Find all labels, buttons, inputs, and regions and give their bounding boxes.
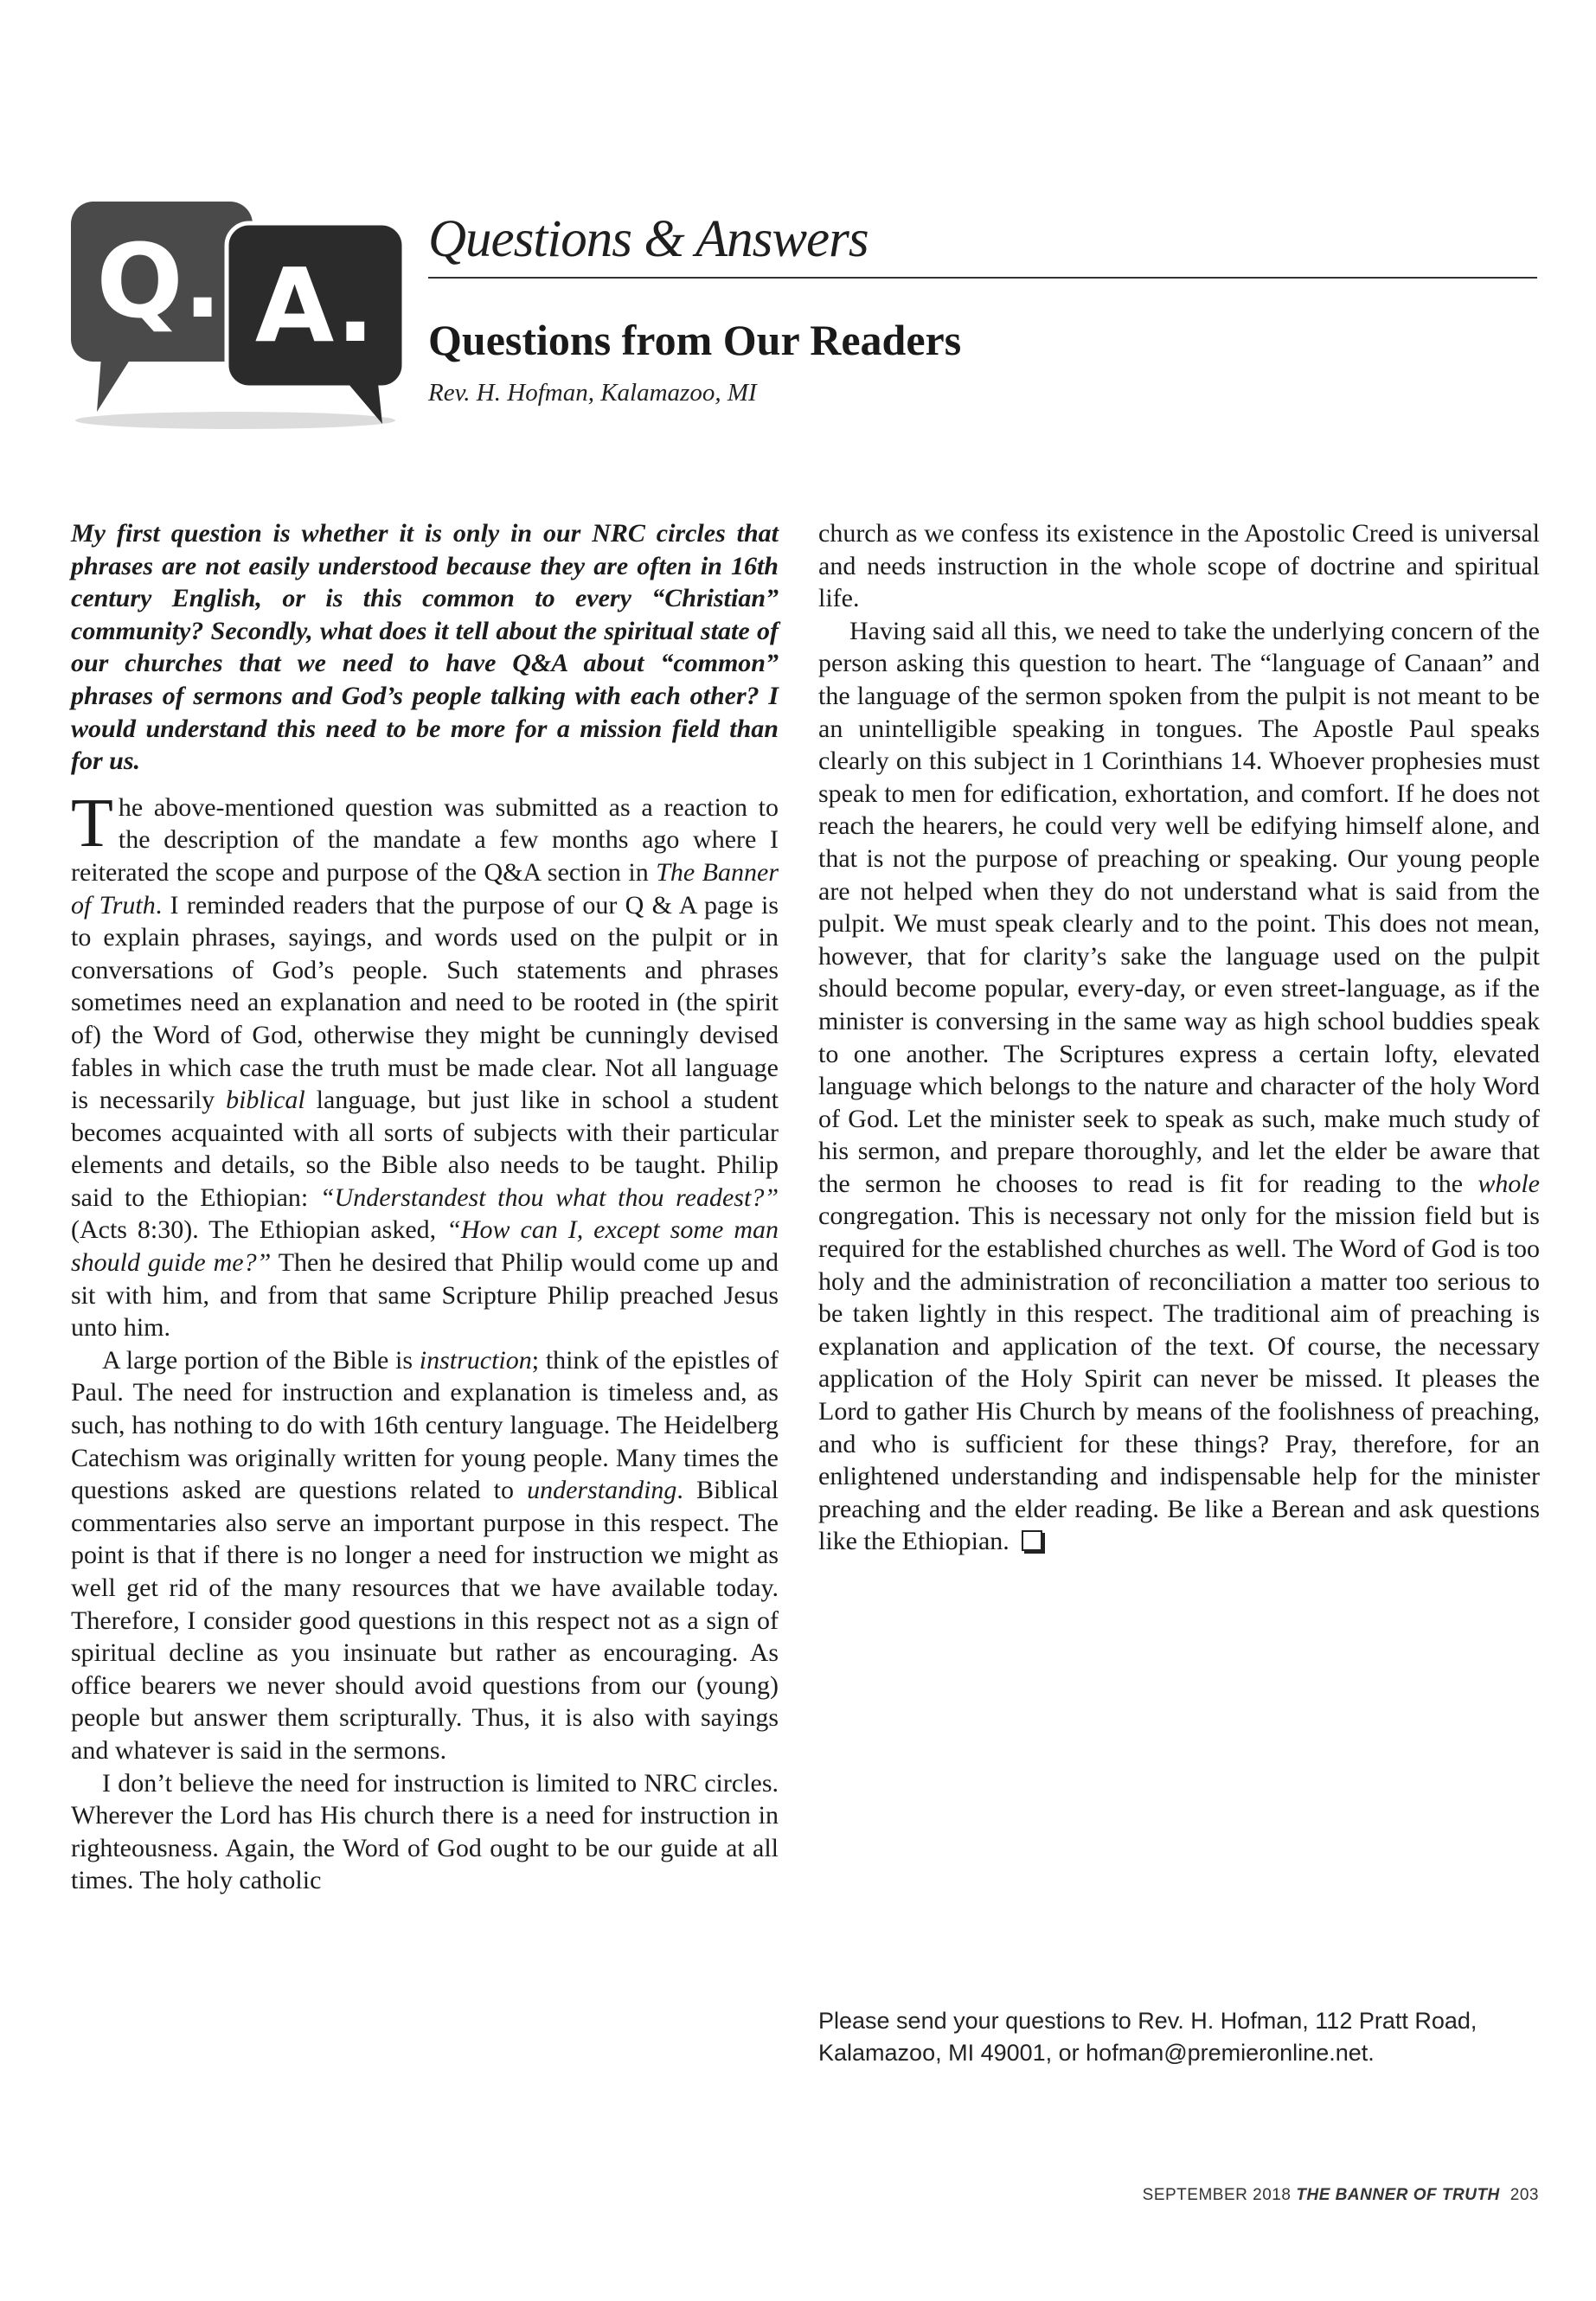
drop-cap: T <box>71 785 113 862</box>
qa-logo <box>62 197 408 435</box>
section-title: Questions & Answers <box>428 210 869 268</box>
end-of-article-icon <box>1022 1530 1042 1551</box>
answer-paragraph-continued: church as we confess its existence in the Apostolic Creed is universal and needs instruction in the whole scope of doctrine and spiritual life. <box>818 519 1540 613</box>
reader-question: My first question is whether it is only in our NRC circles that phrases are not easily understood because they are often in 16th century English, or is this common to every “Christian” community? Secondly, what does it tell about the spiritual state of our churches that we need to have Q&A about “common” phrases of sermons and God’s people talking with each other? I would understand this need to be more for a mission field than for us. <box>71 519 779 776</box>
article-title: Questions from Our Readers <box>428 316 962 364</box>
svg-text:A.: A. <box>254 246 375 365</box>
title-divider <box>428 277 1537 279</box>
contact-note: Please send your questions to Rev. H. Hofman, 112 Pratt Road, Kalamazoo, MI 49001, or hofman@premieronline.net. <box>818 2008 1477 2066</box>
page-footer <box>1143 2186 1539 2205</box>
svg-text:Q.: Q. <box>96 221 222 341</box>
answer-paragraph-2: A large portion of the Bible is instruction; think of the epistles of Paul. The need for instruction and explanation is timeless and, as such, has nothing to do with 16th century language. The Heidelberg Catechism was originally written for young people. Many times the questions asked are questions related to understanding. Biblical commentaries also serve an important purpose in this respect. The point is that if there is no longer a need for instruction we might as well get rid of the many resources that we have available today. Therefore, I consider good questions in this respect not as a sign of spiritual decline as you insinuate but rather as encouraging. As office bearers we never should avoid questions from our (young) people but answer them scripturally. Thus, it is also with sayings and whatever is said in the sermons. <box>71 1345 779 1765</box>
magazine-name: THE BANNER OF TRUTH <box>1296 2186 1500 2204</box>
answer-paragraph-3: I don’t believe the need for instruction is limited to NRC circles. Wherever the Lord has His church there is a need for instruction in righteousness. Again, the Word of God ought to be our guide at all times. The holy catholic <box>71 1768 779 1895</box>
issue-date: SEPTEMBER 2018 <box>1142 2186 1292 2204</box>
article-column-right <box>818 517 1540 1558</box>
answer-paragraph-4: Having said all this, we need to take the underlying concern of the person asking this question to heart. The “language of Canaan” and the language of the sermon spoken from the pulpit is not meant to be an unintelligible speaking in tongues. The Apostle Paul speaks clearly on this subject in 1 Corinthians 14. Whoever prophesies must speak to men for edification, exhortation, and comfort. If he does not reach the hearers, he could very well be edifying himself alone, and that is not the purpose of preaching or speaking. Our young people are not helped when they do not understand what is said from the pulpit. We must speak clearly and to the point. This does not mean, however, that for clarity’s sake the language used on the pulpit should become popular, every-day, or even street-language, as if the minister is conversing in the same way as high school buddies speak to one another. The Scriptures express a certain lofty, elevated language which belongs to the nature and character of the holy Word of God. Let the minister seek to speak as such, make much study of his sermon, and prepare thoroughly, and let the elder be aware that the sermon he chooses to read is fit for reading to the whole congregation. This is necessary not only for the mission field but is required for the established churches as well. The Word of God is too holy and the administration of reconciliation a matter too serious to be taken lightly in this respect. The traditional aim of preaching is explanation and application of the text. Of course, the necessary application of the Holy Spirit can never be missed. It pleases the Lord to gather His Church by means of the foolishness of preaching, and who is sufficient for these things? Pray, therefore, for an enlightened understanding and indispensable help for the minister preaching and the elder reading. Be like a Berean and ask questions like the Ethiopian. <box>818 616 1540 1556</box>
answer-paragraph-1: The above-mentioned question was submitted as a reaction to the description of the mandate a few months ago where I reiterated the scope and purpose of the Q&A section in The Banner of Truth. I reminded readers that the purpose of our Q & A page is to explain phrases, sayings, and words used on the pulpit or in conversations of God’s people. Such statements and phrases sometimes need an explanation and need to be rooted in (the spirit of) the Word of God, otherwise they might be cunningly devised fables in which case the truth must be made clear. Not all language is necessarily biblical language, but just like in school a student becomes acquainted with all sorts of subjects with their particular elements and details, so the Bible also needs to be taught. Philip said to the Ethiopian: “Understandest thou what thou readest?” (Acts 8:30). The Ethiopian asked, “How can I, except some man should guide me?” Then he desired that Philip would come up and sit with him, and from that same Scripture Philip preached Jesus unto him. <box>71 785 779 1343</box>
article-column-left <box>71 517 779 1897</box>
page-number: 203 <box>1509 2186 1539 2204</box>
byline: Rev. H. Hofman, Kalamazoo, MI <box>428 379 757 407</box>
a-speech-bubble <box>227 223 404 424</box>
